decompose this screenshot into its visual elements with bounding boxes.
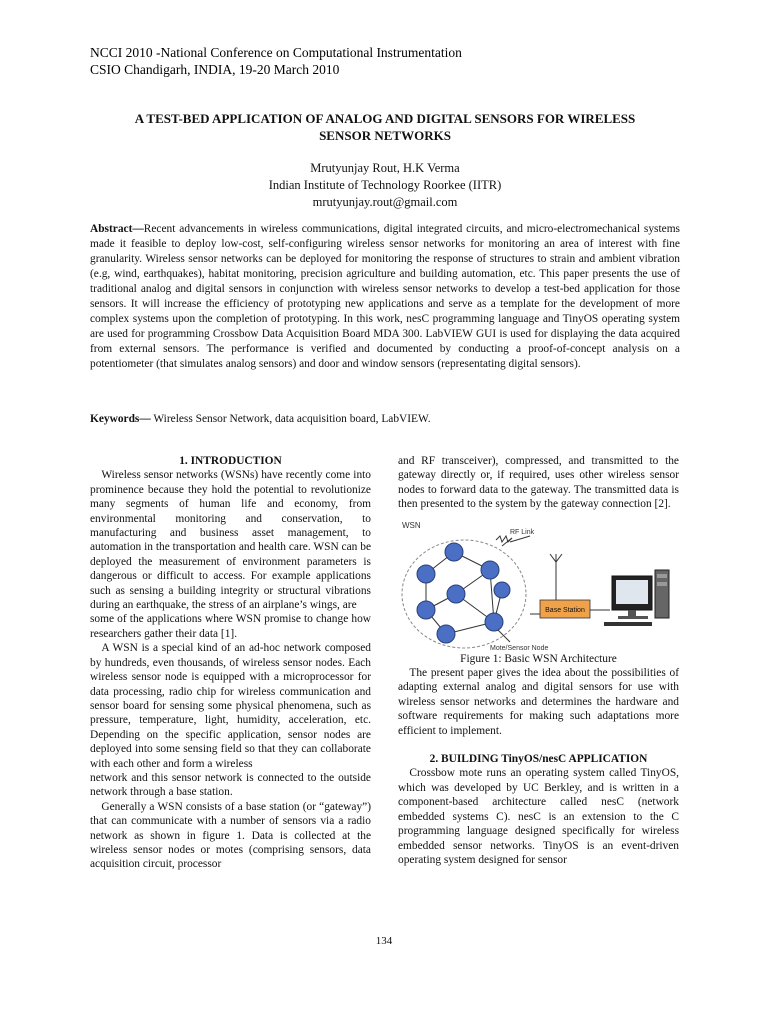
antenna-icon (550, 554, 562, 600)
intro-paragraph-2b: network and this sensor network is connected to the outside network through a base station. (90, 771, 371, 799)
keywords-label: Keywords— (90, 413, 151, 425)
figure-caption: Figure 1: Basic WSN Architecture (460, 652, 617, 665)
keywords (90, 412, 680, 427)
intro-paragraph-1b: some of the applications where WSN promise to change how researchers gather their data [1]. (90, 613, 371, 640)
abstract-label: Abstract— (90, 223, 144, 235)
rf-signal-icon (496, 536, 512, 542)
rf-link-label: RF Link (510, 528, 535, 536)
keywords-text: Wireless Sensor Network, data acquisition board, LabVIEW. (150, 413, 431, 425)
sensor-node (485, 613, 503, 631)
author-names: Mrutyunjay Rout, H.K Verma (310, 161, 460, 175)
present-paper-paragraph: The present paper gives the idea about the possibilities of adapting external analog and digital sensors for use with wireless sensor networks and determines the hardware and software requirements for making such adaptations more efficient to implement. (398, 667, 679, 737)
sensor-node (494, 582, 510, 598)
right-column (398, 454, 679, 867)
base-station-label: Base Station (545, 606, 585, 614)
page-number: 134 (375, 935, 393, 947)
abstract-text: Recent advancements in wireless communications, digital integrated circuits, and micro-electromechanical systems made it feasible to deploy low-cost, self-configuring wireless sensor networks for monitoring an area of interest with fine granularity. Wireless sensor networks can be deployed for monitoring the response of structures to strain and ambient vibration (e.g, wind, earthquakes), habitat monitoring, precision agriculture and building automation, etc. This paper presents the use of traditional analog and digital sensors in conjunction with wireless sensor networks to develop a test-bed application for those sensors. It will increase the efficiency of prototyping new applications and serve as a template for the development of more complex systems upon the completion of prototyping. In this work, nesC programming language and TinyOS operating system are used for programming Crossbow Data Acquisition Board MDA 300. LabVIEW GUI is used for displaying the data acquired from external sensors. The performance is verified and documented by conducting a proof-of-concept analysis on a potentiometer (that simulates analog sensors) and door and window sensors (representating digital sensors). (90, 223, 680, 370)
mote-node-label: Mote/Sensor Node (490, 644, 549, 652)
wsn-label: WSN (402, 520, 421, 530)
conference-name: NCCI 2010 -National Conference on Computational Instrumentation (90, 45, 462, 60)
section-heading-introduction: 1. INTRODUCTION (179, 455, 282, 467)
sensor-nodes (417, 543, 510, 643)
sensor-node (481, 561, 499, 579)
abstract (90, 222, 680, 372)
intro-paragraph-2a: A WSN is a special kind of an ad-hoc network composed by hundreds, even thousands, of wireless sensor nodes. Each wireless sensor node is equipped with a microprocessor for data processing, radio chip for wireless communication and sensor board for sensing some physical phenomena, such as pressure, temperature, light, humidity, acceleration, etc. Depending on the specific application, sensor nodes are deployed into some sensing field so that they can collaborate with each other and form a wireless (90, 642, 371, 770)
conference-header (90, 44, 462, 78)
sensor-node (417, 565, 435, 583)
intro-paragraph-1a: Wireless sensor networks (WSNs) have recently come into prominence because they hold the potential to revolutionize many segments of human life and economy, from environmental monitoring and conservation, to manufacturing and business asset management, to automation in the transportation and health care. WSN can be deployed the measurement of environment parameters is dangerous or difficult to access. For example applications such as sensing a building integrity or structural vibrations during an earthquake, the stress of an airplane’s wings, are (90, 469, 371, 612)
crossbow-paragraph: Crossbow mote runs an operating system called TinyOS, which was developed by UC Berkley, and is written in a component-based architecture called nesC (network embedded systems C). nesC is an extension to the C programming language designed specifically for wireless embedded sensor networks. TinyOS is an event-driven operating system designed for sensor (398, 767, 679, 866)
sensor-node (445, 543, 463, 561)
rf-label-leader (510, 536, 530, 542)
title-line-2: SENSOR NETWORKS (319, 128, 451, 143)
intro-paragraph-3: Generally a WSN consists of a base station (or “gateway”) that can communicate with a number of sensors via a radio network as shown in figure 1. Data is collected at the wireless sensor nodes or motes (comprising sensors, data acquisition circuit, processor (90, 800, 371, 871)
left-column (90, 454, 371, 872)
figure-wsn-architecture (398, 518, 679, 652)
sensor-node (437, 625, 455, 643)
title-line-1: A TEST-BED APPLICATION OF ANALOG AND DIGITAL SENSORS FOR WIRELESS (134, 111, 636, 126)
author-affiliation: Indian Institute of Technology Roorkee (IITR) (268, 178, 502, 192)
paper-title (90, 110, 680, 144)
sensor-node (417, 601, 435, 619)
conference-location: CSIO Chandigarh, INDIA, 19-20 March 2010 (90, 62, 340, 77)
section-heading-building: 2. BUILDING TinyOS/nesC APPLICATION (429, 753, 648, 766)
mote-label-leader (498, 630, 510, 642)
continued-paragraph: and RF transceiver), compressed, and transmitted to the gateway directly or, if required, uses other wireless sensor nodes to forward data to the gateway. The transmitted data is then presented to the system by the gateway connection [2]. (398, 455, 679, 511)
author-email: mrutyunjay.rout@gmail.com (312, 195, 458, 209)
computer-icon (604, 570, 669, 626)
wsn-diagram (398, 518, 679, 652)
sensor-node (447, 585, 465, 603)
author-block (90, 160, 680, 211)
